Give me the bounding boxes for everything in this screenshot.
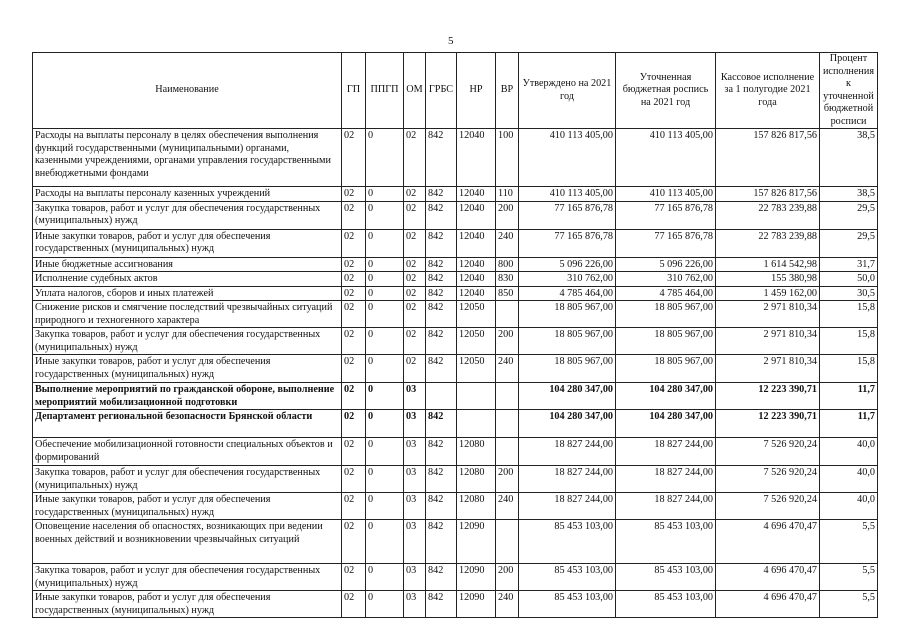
row-percent-cell: 50,0 xyxy=(820,272,878,287)
row-ppgp-cell: 0 xyxy=(366,438,404,466)
row-percent-cell: 11,7 xyxy=(820,410,878,438)
row-cash-cell: 155 380,98 xyxy=(716,272,820,287)
row-gp-cell: 02 xyxy=(342,328,366,355)
row-grbs-cell: 842 xyxy=(426,201,457,229)
row-refined-cell: 18 827 244,00 xyxy=(616,493,716,520)
row-name-cell: Иные закупки товаров, работ и услуг для обеспечения государственных (муниципальных) нужд xyxy=(33,229,342,257)
row-vr-cell: 240 xyxy=(496,591,519,618)
row-refined-cell: 104 280 347,00 xyxy=(616,383,716,410)
row-ppgp-cell: 0 xyxy=(366,383,404,410)
row-percent-cell: 40,0 xyxy=(820,438,878,466)
row-approved-cell: 104 280 347,00 xyxy=(519,383,616,410)
page-number: 5 xyxy=(448,35,454,47)
table-row xyxy=(33,229,878,257)
row-grbs-cell: 842 xyxy=(426,301,457,328)
row-om-cell: 02 xyxy=(404,201,426,229)
header-grbs: ГРБС xyxy=(426,53,457,129)
row-refined-cell: 18 805 967,00 xyxy=(616,301,716,328)
row-ppgp-cell: 0 xyxy=(366,129,404,187)
table-row xyxy=(33,129,878,187)
table-row xyxy=(33,272,878,287)
row-approved-cell: 5 096 226,00 xyxy=(519,257,616,272)
header-np: НР xyxy=(457,53,496,129)
row-ppgp-cell: 0 xyxy=(366,286,404,301)
row-ppgp-cell: 0 xyxy=(366,493,404,520)
header-cash: Кассовое исполнение за 1 полугодие 2021 года xyxy=(716,53,820,129)
row-grbs-cell: 842 xyxy=(426,493,457,520)
row-gp-cell: 02 xyxy=(342,438,366,466)
row-percent-cell: 30,5 xyxy=(820,286,878,301)
row-np-cell: 12040 xyxy=(457,286,496,301)
row-cash-cell: 4 696 470,47 xyxy=(716,591,820,618)
row-vr-cell: 800 xyxy=(496,257,519,272)
row-gp-cell: 02 xyxy=(342,591,366,618)
row-np-cell xyxy=(457,383,496,410)
row-ppgp-cell: 0 xyxy=(366,328,404,355)
row-cash-cell: 157 826 817,56 xyxy=(716,129,820,187)
table-row xyxy=(33,355,878,383)
row-percent-cell: 40,0 xyxy=(820,493,878,520)
row-ppgp-cell: 0 xyxy=(366,272,404,287)
row-approved-cell: 18 805 967,00 xyxy=(519,328,616,355)
row-gp-cell: 02 xyxy=(342,187,366,202)
row-approved-cell: 310 762,00 xyxy=(519,272,616,287)
row-np-cell: 12040 xyxy=(457,257,496,272)
row-om-cell: 02 xyxy=(404,257,426,272)
row-refined-cell: 85 453 103,00 xyxy=(616,564,716,591)
row-cash-cell: 1 614 542,98 xyxy=(716,257,820,272)
row-percent-cell: 5,5 xyxy=(820,591,878,618)
row-om-cell: 03 xyxy=(404,383,426,410)
row-name-cell: Расходы на выплаты персоналу казенных учреждений xyxy=(33,187,342,202)
row-np-cell: 12090 xyxy=(457,564,496,591)
row-grbs-cell: 842 xyxy=(426,187,457,202)
row-approved-cell: 104 280 347,00 xyxy=(519,410,616,438)
row-vr-cell xyxy=(496,301,519,328)
row-grbs-cell: 842 xyxy=(426,520,457,564)
row-vr-cell xyxy=(496,438,519,466)
row-om-cell: 03 xyxy=(404,564,426,591)
row-om-cell: 02 xyxy=(404,187,426,202)
table-row xyxy=(33,493,878,520)
row-vr-cell: 200 xyxy=(496,564,519,591)
table-row xyxy=(33,383,878,410)
row-approved-cell: 18 805 967,00 xyxy=(519,355,616,383)
row-name-cell: Иные закупки товаров, работ и услуг для обеспечения государственных (муниципальных) нужд xyxy=(33,591,342,618)
row-ppgp-cell: 0 xyxy=(366,564,404,591)
row-name-cell: Иные бюджетные ассигнования xyxy=(33,257,342,272)
row-percent-cell: 15,8 xyxy=(820,328,878,355)
row-cash-cell: 22 783 239,88 xyxy=(716,201,820,229)
row-approved-cell: 77 165 876,78 xyxy=(519,229,616,257)
row-ppgp-cell: 0 xyxy=(366,257,404,272)
row-ppgp-cell: 0 xyxy=(366,201,404,229)
table-row xyxy=(33,257,878,272)
row-gp-cell: 02 xyxy=(342,493,366,520)
row-gp-cell: 02 xyxy=(342,466,366,493)
table-row xyxy=(33,201,878,229)
row-approved-cell: 85 453 103,00 xyxy=(519,591,616,618)
row-gp-cell: 02 xyxy=(342,355,366,383)
row-np-cell: 12050 xyxy=(457,328,496,355)
row-percent-cell: 38,5 xyxy=(820,129,878,187)
table-row xyxy=(33,410,878,438)
row-name-cell: Снижение рисков и смягчение последствий чрезвычайных ситуаций природного и техногенного характера xyxy=(33,301,342,328)
row-grbs-cell: 842 xyxy=(426,438,457,466)
row-refined-cell: 310 762,00 xyxy=(616,272,716,287)
row-vr-cell: 830 xyxy=(496,272,519,287)
row-np-cell: 12080 xyxy=(457,438,496,466)
row-om-cell: 03 xyxy=(404,493,426,520)
row-vr-cell xyxy=(496,410,519,438)
row-percent-cell: 5,5 xyxy=(820,520,878,564)
row-percent-cell: 5,5 xyxy=(820,564,878,591)
row-percent-cell: 38,5 xyxy=(820,187,878,202)
row-refined-cell: 410 113 405,00 xyxy=(616,187,716,202)
row-ppgp-cell: 0 xyxy=(366,355,404,383)
row-refined-cell: 18 805 967,00 xyxy=(616,355,716,383)
row-om-cell: 03 xyxy=(404,466,426,493)
row-cash-cell: 4 696 470,47 xyxy=(716,520,820,564)
row-om-cell: 02 xyxy=(404,272,426,287)
row-gp-cell: 02 xyxy=(342,129,366,187)
row-name-cell: Уплата налогов, сборов и иных платежей xyxy=(33,286,342,301)
row-approved-cell: 85 453 103,00 xyxy=(519,564,616,591)
row-cash-cell: 4 696 470,47 xyxy=(716,564,820,591)
row-name-cell: Закупка товаров, работ и услуг для обеспечения государственных (муниципальных) нужд xyxy=(33,466,342,493)
row-percent-cell: 11,7 xyxy=(820,383,878,410)
row-name-cell: Обеспечение мобилизационной готовности специальных объектов и формирований xyxy=(33,438,342,466)
table-row xyxy=(33,591,878,618)
header-refined: Уточненная бюджетная роспись на 2021 год xyxy=(616,53,716,129)
row-grbs-cell: 842 xyxy=(426,129,457,187)
row-grbs-cell: 842 xyxy=(426,410,457,438)
row-refined-cell: 77 165 876,78 xyxy=(616,201,716,229)
row-vr-cell: 110 xyxy=(496,187,519,202)
row-name-cell: Департамент региональной безопасности Брянской области xyxy=(33,410,342,438)
row-refined-cell: 77 165 876,78 xyxy=(616,229,716,257)
row-gp-cell: 02 xyxy=(342,301,366,328)
row-gp-cell: 02 xyxy=(342,272,366,287)
row-np-cell: 12040 xyxy=(457,187,496,202)
row-refined-cell: 4 785 464,00 xyxy=(616,286,716,301)
row-om-cell: 02 xyxy=(404,229,426,257)
row-grbs-cell: 842 xyxy=(426,355,457,383)
row-approved-cell: 18 805 967,00 xyxy=(519,301,616,328)
row-gp-cell: 02 xyxy=(342,410,366,438)
row-om-cell: 03 xyxy=(404,438,426,466)
row-refined-cell: 104 280 347,00 xyxy=(616,410,716,438)
row-refined-cell: 18 827 244,00 xyxy=(616,466,716,493)
row-np-cell xyxy=(457,410,496,438)
row-approved-cell: 4 785 464,00 xyxy=(519,286,616,301)
row-np-cell: 12090 xyxy=(457,520,496,564)
row-grbs-cell xyxy=(426,383,457,410)
row-cash-cell: 12 223 390,71 xyxy=(716,383,820,410)
row-vr-cell: 200 xyxy=(496,466,519,493)
row-om-cell: 03 xyxy=(404,520,426,564)
row-np-cell: 12090 xyxy=(457,591,496,618)
table-row xyxy=(33,466,878,493)
row-approved-cell: 18 827 244,00 xyxy=(519,493,616,520)
row-cash-cell: 2 971 810,34 xyxy=(716,328,820,355)
row-vr-cell: 240 xyxy=(496,493,519,520)
row-grbs-cell: 842 xyxy=(426,286,457,301)
row-om-cell: 02 xyxy=(404,328,426,355)
row-om-cell: 02 xyxy=(404,286,426,301)
row-name-cell: Иные закупки товаров, работ и услуг для обеспечения государственных (муниципальных) нужд xyxy=(33,493,342,520)
row-percent-cell: 31,7 xyxy=(820,257,878,272)
row-percent-cell: 40,0 xyxy=(820,466,878,493)
row-refined-cell: 18 805 967,00 xyxy=(616,328,716,355)
table-row xyxy=(33,301,878,328)
table-header-row xyxy=(33,53,878,129)
row-gp-cell: 02 xyxy=(342,564,366,591)
row-vr-cell xyxy=(496,520,519,564)
row-refined-cell: 5 096 226,00 xyxy=(616,257,716,272)
row-om-cell: 02 xyxy=(404,355,426,383)
row-cash-cell: 157 826 817,56 xyxy=(716,187,820,202)
row-om-cell: 03 xyxy=(404,591,426,618)
row-approved-cell: 18 827 244,00 xyxy=(519,438,616,466)
row-ppgp-cell: 0 xyxy=(366,466,404,493)
table-row xyxy=(33,328,878,355)
row-gp-cell: 02 xyxy=(342,201,366,229)
row-np-cell: 12040 xyxy=(457,272,496,287)
row-om-cell: 02 xyxy=(404,129,426,187)
row-cash-cell: 12 223 390,71 xyxy=(716,410,820,438)
row-percent-cell: 29,5 xyxy=(820,229,878,257)
row-gp-cell: 02 xyxy=(342,520,366,564)
row-name-cell: Иные закупки товаров, работ и услуг для обеспечения государственных (муниципальных) нужд xyxy=(33,355,342,383)
row-om-cell: 02 xyxy=(404,301,426,328)
header-om: ОМ xyxy=(404,53,426,129)
row-grbs-cell: 842 xyxy=(426,466,457,493)
row-np-cell: 12080 xyxy=(457,466,496,493)
row-vr-cell xyxy=(496,383,519,410)
row-name-cell: Выполнение мероприятий по гражданской обороне, выполнение мероприятий мобилизационной подготовки xyxy=(33,383,342,410)
table-row xyxy=(33,438,878,466)
header-name: Наименование xyxy=(33,53,342,129)
row-approved-cell: 18 827 244,00 xyxy=(519,466,616,493)
row-vr-cell: 200 xyxy=(496,201,519,229)
row-cash-cell: 2 971 810,34 xyxy=(716,355,820,383)
row-approved-cell: 410 113 405,00 xyxy=(519,187,616,202)
header-percent: Процент исполнения к уточненной бюджетной росписи xyxy=(820,53,878,129)
row-vr-cell: 240 xyxy=(496,229,519,257)
table-row xyxy=(33,564,878,591)
header-vr: ВР xyxy=(496,53,519,129)
row-ppgp-cell: 0 xyxy=(366,591,404,618)
row-gp-cell: 02 xyxy=(342,286,366,301)
row-gp-cell: 02 xyxy=(342,257,366,272)
row-grbs-cell: 842 xyxy=(426,229,457,257)
row-np-cell: 12040 xyxy=(457,201,496,229)
row-approved-cell: 410 113 405,00 xyxy=(519,129,616,187)
row-np-cell: 12040 xyxy=(457,229,496,257)
row-percent-cell: 29,5 xyxy=(820,201,878,229)
header-gp: ГП xyxy=(342,53,366,129)
row-cash-cell: 2 971 810,34 xyxy=(716,301,820,328)
table-row xyxy=(33,520,878,564)
row-name-cell: Закупка товаров, работ и услуг для обеспечения государственных (муниципальных) нужд xyxy=(33,201,342,229)
row-cash-cell: 7 526 920,24 xyxy=(716,438,820,466)
row-vr-cell: 850 xyxy=(496,286,519,301)
budget-table xyxy=(32,52,878,618)
row-grbs-cell: 842 xyxy=(426,272,457,287)
row-refined-cell: 85 453 103,00 xyxy=(616,520,716,564)
row-vr-cell: 240 xyxy=(496,355,519,383)
row-vr-cell: 100 xyxy=(496,129,519,187)
row-np-cell: 12050 xyxy=(457,301,496,328)
row-om-cell: 03 xyxy=(404,410,426,438)
row-name-cell: Расходы на выплаты персоналу в целях обеспечения выполнения функций государственными (муниципальными) органами, казенными учреждениями, органами управления государственными внебюджетными фондами xyxy=(33,129,342,187)
row-ppgp-cell: 0 xyxy=(366,520,404,564)
row-refined-cell: 410 113 405,00 xyxy=(616,129,716,187)
row-name-cell: Закупка товаров, работ и услуг для обеспечения государственных (муниципальных) нужд xyxy=(33,328,342,355)
row-approved-cell: 85 453 103,00 xyxy=(519,520,616,564)
row-gp-cell: 02 xyxy=(342,383,366,410)
row-grbs-cell: 842 xyxy=(426,564,457,591)
row-name-cell: Закупка товаров, работ и услуг для обеспечения государственных (муниципальных) нужд xyxy=(33,564,342,591)
row-refined-cell: 85 453 103,00 xyxy=(616,591,716,618)
row-ppgp-cell: 0 xyxy=(366,187,404,202)
row-name-cell: Оповещение населения об опасностях, возникающих при ведении военных действий и возникновении чрезвычайных ситуаций xyxy=(33,520,342,564)
row-percent-cell: 15,8 xyxy=(820,355,878,383)
row-np-cell: 12080 xyxy=(457,493,496,520)
row-grbs-cell: 842 xyxy=(426,328,457,355)
table-row xyxy=(33,286,878,301)
row-np-cell: 12040 xyxy=(457,129,496,187)
row-cash-cell: 7 526 920,24 xyxy=(716,466,820,493)
row-cash-cell: 7 526 920,24 xyxy=(716,493,820,520)
row-approved-cell: 77 165 876,78 xyxy=(519,201,616,229)
row-grbs-cell: 842 xyxy=(426,591,457,618)
row-cash-cell: 1 459 162,00 xyxy=(716,286,820,301)
row-percent-cell: 15,8 xyxy=(820,301,878,328)
header-ppgp: ППГП xyxy=(366,53,404,129)
row-refined-cell: 18 827 244,00 xyxy=(616,438,716,466)
row-gp-cell: 02 xyxy=(342,229,366,257)
row-grbs-cell: 842 xyxy=(426,257,457,272)
row-name-cell: Исполнение судебных актов xyxy=(33,272,342,287)
row-ppgp-cell: 0 xyxy=(366,410,404,438)
row-np-cell: 12050 xyxy=(457,355,496,383)
table-row xyxy=(33,187,878,202)
row-ppgp-cell: 0 xyxy=(366,301,404,328)
row-cash-cell: 22 783 239,88 xyxy=(716,229,820,257)
row-ppgp-cell: 0 xyxy=(366,229,404,257)
row-vr-cell: 200 xyxy=(496,328,519,355)
header-approved: Утверждено на 2021 год xyxy=(519,53,616,129)
